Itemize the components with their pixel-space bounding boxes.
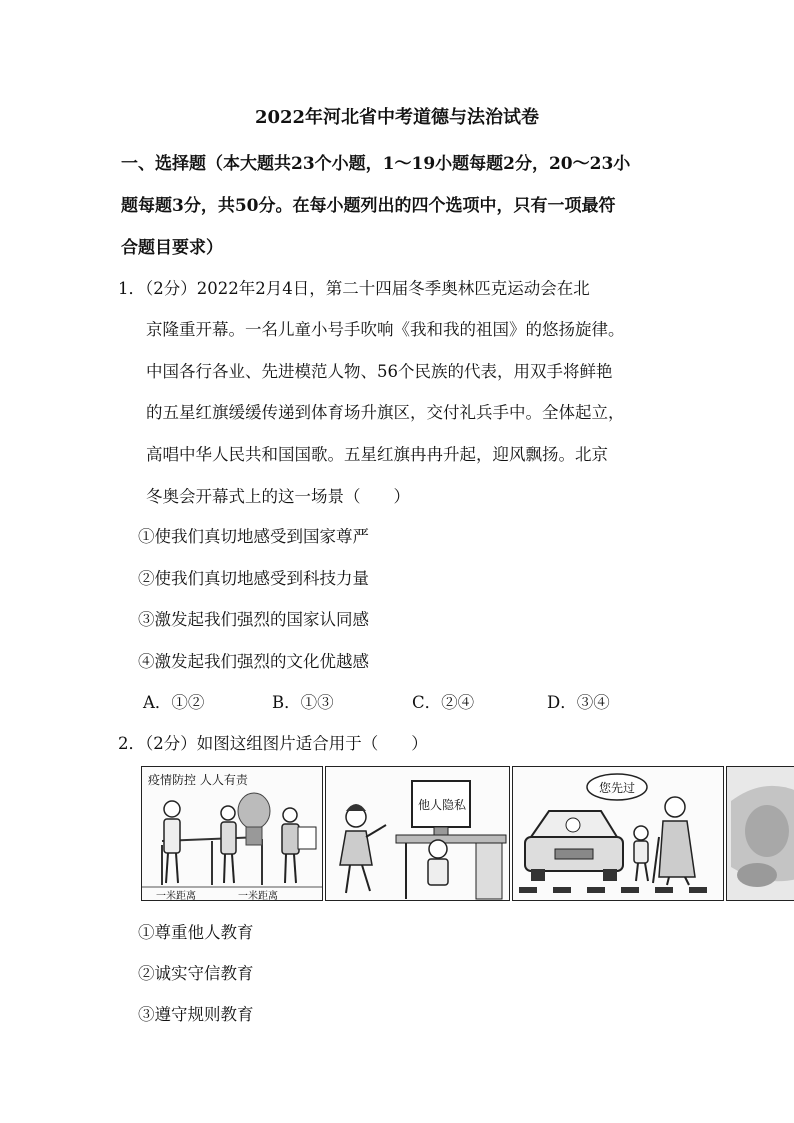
q2-picture-strip: [141, 766, 794, 901]
q1-option-4: ④激发起我们强烈的文化优越感: [138, 652, 369, 671]
panel3-bubble: 您先过: [599, 781, 636, 795]
q1-option-2: ②使我们真切地感受到科技力量: [138, 569, 369, 588]
q1-choice-b: B．①③: [272, 693, 334, 712]
q1-stem-line-6: 冬奥会开幕式上的这一场景（ ）: [146, 487, 410, 506]
q1-stem-line-4: 的五星红旗缓缓传递到体育场升旗区，交付礼兵手中。全体起立，: [146, 403, 625, 422]
q2-option-2: ②诚实守信教育: [138, 964, 254, 983]
q1-option-1: ①使我们真切地感受到国家尊严: [138, 527, 369, 546]
section-heading-line-1: 一、选择题（本大题共23个小题，1～19小题每题2分，20～23小: [121, 154, 631, 174]
picture-panel-partial: [726, 766, 794, 901]
q1-stem-line-5: 高唱中华人民共和国国歌。五星红旗冉冉升起，迎风飘扬。北京: [146, 445, 608, 464]
q1-option-3: ③激发起我们强烈的国家认同感: [138, 610, 369, 629]
section-heading-line-3: 合题目要求）: [121, 238, 223, 258]
q1-choice-a: A．①②: [143, 693, 205, 712]
q2-option-1: ①尊重他人教育: [138, 923, 254, 942]
q1-stem-line-1: 1．（2分）2022年2月4日，第二十四届冬季奥林匹克运动会在北: [118, 279, 590, 298]
q2-stem: 2．（2分）如图这组图片适合用于（ ）: [118, 734, 428, 753]
panel1-floor-label-right: 一米距离: [238, 891, 278, 902]
exam-title: 2022年河北省中考道德与法治试卷: [254, 107, 540, 128]
q1-choice-c: C．②④: [412, 693, 475, 712]
picture-panel-computer: [325, 766, 510, 901]
q2-option-3: ③遵守规则教育: [138, 1005, 254, 1024]
panel2-sign: 他人隐私: [418, 798, 467, 812]
picture-panel-queue: [141, 766, 323, 901]
q1-choice-d: D．③④: [547, 693, 610, 712]
q1-stem-line-2: 京隆重开幕。一名儿童小号手吹响《我和我的祖国》的悠扬旋律。: [146, 320, 625, 339]
picture-panel-crosswalk: [512, 766, 724, 901]
panel1-floor-label-left: 一米距离: [156, 891, 196, 902]
section-heading-line-2: 题每题3分，共50分。在每小题列出的四个选项中，只有一项最符: [121, 196, 616, 216]
panel1-caption: 疫情防控 人人有责: [148, 773, 248, 787]
q1-stem-line-3: 中国各行各业、先进模范人物、56个民族的代表，用双手将鲜艳: [146, 362, 613, 381]
